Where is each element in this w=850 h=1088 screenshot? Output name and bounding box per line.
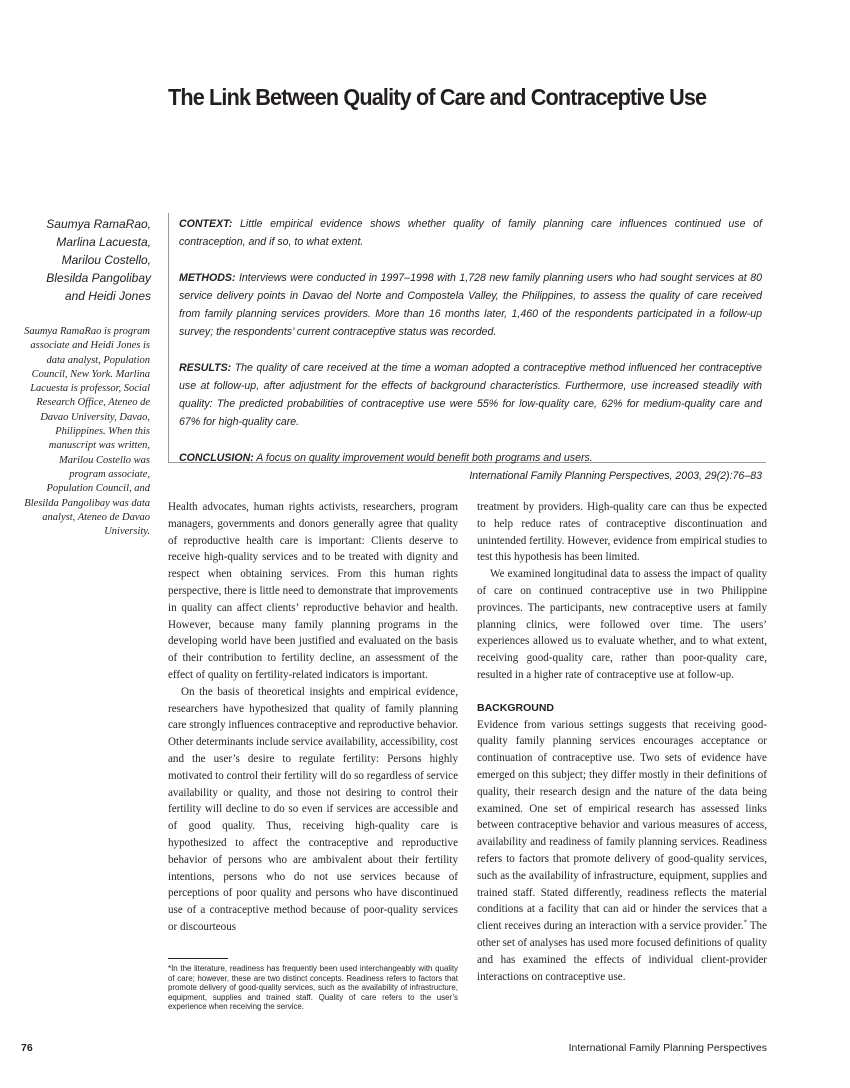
abstract-results <box>179 359 762 431</box>
page-number: 76 <box>21 1042 33 1054</box>
footnote: *In the literature, readiness has frequently been used interchangeably with quality of care; however, these are two distinct concepts. Readiness refers to factors that promote delivery of good-quality services, such as the availability of infrastructure, equipment, supplies and trained staff. Quality of care refers to the user’s experience when receiving the service. <box>168 964 458 1012</box>
methods-label: METHODS: <box>179 272 236 284</box>
journal-name-footer: International Family Planning Perspectives <box>568 1042 767 1054</box>
abstract-box <box>168 213 766 482</box>
body-paragraph: treatment by providers. High-quality care can thus be expected to help reduce rates of contraceptive discontinuation and unintended fertility. However, evidence from empirical studies to test this hypothesis has been limited. <box>477 501 767 564</box>
author-name: Blesilda Pangolibay <box>46 271 151 285</box>
footnote-rule <box>168 958 228 959</box>
methods-text: Interviews were conducted in 1997–1998 with 1,728 new family planning users who had sought services at 80 service delivery points in Davao del Norte and Compostela Valley, the Philippines, to assess the quality of care received from family planning services providers. More than 16 months later, 1,460 of the respondents participated in a follow-up survey; the respondents’ current contraceptive status was recorded. <box>179 272 762 338</box>
results-label: RESULTS: <box>179 362 232 374</box>
body-column-right <box>477 499 767 985</box>
body-paragraph: We examined longitudinal data to assess the impact of quality of care on continued contraceptive use in two Philippine provinces. The participants, new contraceptive users at family planning clinics, were followed over time. The users’ experiences allowed us to evaluate whether, and to what extent, receiving good-quality care, rather than poor-quality care, resulted in a higher rate of contraceptive use at follow-up. <box>477 568 767 681</box>
background-text-end: The other set of analyses has used more focused definitions of quality and has examined the effects of individual client-provider interactions on contraceptive use. <box>477 920 767 983</box>
author-list <box>20 215 151 305</box>
body-paragraph: Health advocates, human rights activists, researchers, program managers, governments and donors generally agree that quality of reproductive health care is important: Clients deserve to receive high-quality services and to be treated with dignity and respect when obtaining services. From this human rights perspective, there is little need to demonstrate that improvements in quality can affect clients’ reproductive behavior and health. However, because many family planning programs in the developing world have been justified and evaluated on the basis of their contribution to fertility decline, an assessment of the effect of quality on fertility-related indicators is important. <box>168 501 458 681</box>
context-label: CONTEXT: <box>179 218 233 230</box>
journal-citation: International Family Planning Perspectives, 2003, 29(2):76–83 <box>469 470 762 482</box>
abstract-context <box>179 215 762 251</box>
author-name: Marlina Lacuesta, <box>56 235 151 249</box>
author-name: and Heidi Jones <box>64 289 151 303</box>
context-text: Little empirical evidence shows whether quality of family planning care influences continued use of contraception, and if so, to what extent. <box>179 218 762 248</box>
conclusion-label: CONCLUSION: <box>179 452 254 464</box>
body-column-left <box>168 499 458 936</box>
abstract-methods <box>179 269 762 341</box>
abstract-conclusion <box>179 449 762 467</box>
article-title: The Link Between Quality of Care and Contraceptive Use <box>168 84 707 110</box>
author-name: Saumya RamaRao, <box>46 217 151 231</box>
section-heading-background: BACKGROUND <box>477 701 554 714</box>
results-text: The quality of care received at the time a woman adopted a contraceptive method influenced her contraceptive use at follow-up, after adjustment for the effects of background characteristics. Furthermore, use increased steadily with quality: The predicted probabilities of contraceptive use were 55% for low-quality care, 62% for medium-quality care and 67% for high-quality care. <box>179 362 762 428</box>
conclusion-text: A focus on quality improvement would benefit both programs and users. <box>253 452 593 464</box>
footnote-marker: * <box>743 918 748 927</box>
body-paragraph: On the basis of theoretical insights and empirical evidence, researchers have hypothesized that quality of family planning care strongly influences contraceptive and reproductive behavior. Other determinants include service availability, accessibility, cost and the user’s desire to regulate fertility: Persons highly motivated to control their fertility will do so regardless of service availability or quality, and those not desiring to control their fertility will decline to do so even if services are accessible and of good quality. Thus, receiving high-quality care is hypothesized to affect the contraceptive and reproductive behavior of persons who are ambivalent about their fertility intentions, persons who do not use services because of perceptions of poor quality and persons who have discontinued use of a contraceptive method because of poor-quality services or discourteous <box>168 685 458 933</box>
body-paragraph <box>477 717 767 986</box>
author-affiliations: Saumya RamaRao is program associate and Heidi Jones is data analyst, Population Council, New York. Marlina Lacuesta is professor, Social Research Office, Ateneo de Davao University, Davao, Philippines. When this manuscript was written, Marilou Costello was program associate, Population Council, and Blesilda Pangolibay was data analyst, Ateneo de Davao University. <box>24 326 150 538</box>
background-text: Evidence from various settings suggests that receiving good-quality family planning services encourages acceptance or continuation of contraceptive use. Two sets of evidence have emerged on this subject; they differ mostly in their definitions of quality, their research design and the nature of the data being examined. One set of empirical research has assessed links between contraceptive behavior and various measures of access, availability and readiness of family planning services. Readiness refers to factors that promote delivery of good-quality services, such as the availability of infrastructure, equipment, supplies and trained staff. Stated differently, readiness reflects the material conditions at a facility that can aid or hinder the services that a client receives during an interaction with a service provider. <box>477 718 767 933</box>
author-name: Marilou Costello, <box>61 253 151 267</box>
